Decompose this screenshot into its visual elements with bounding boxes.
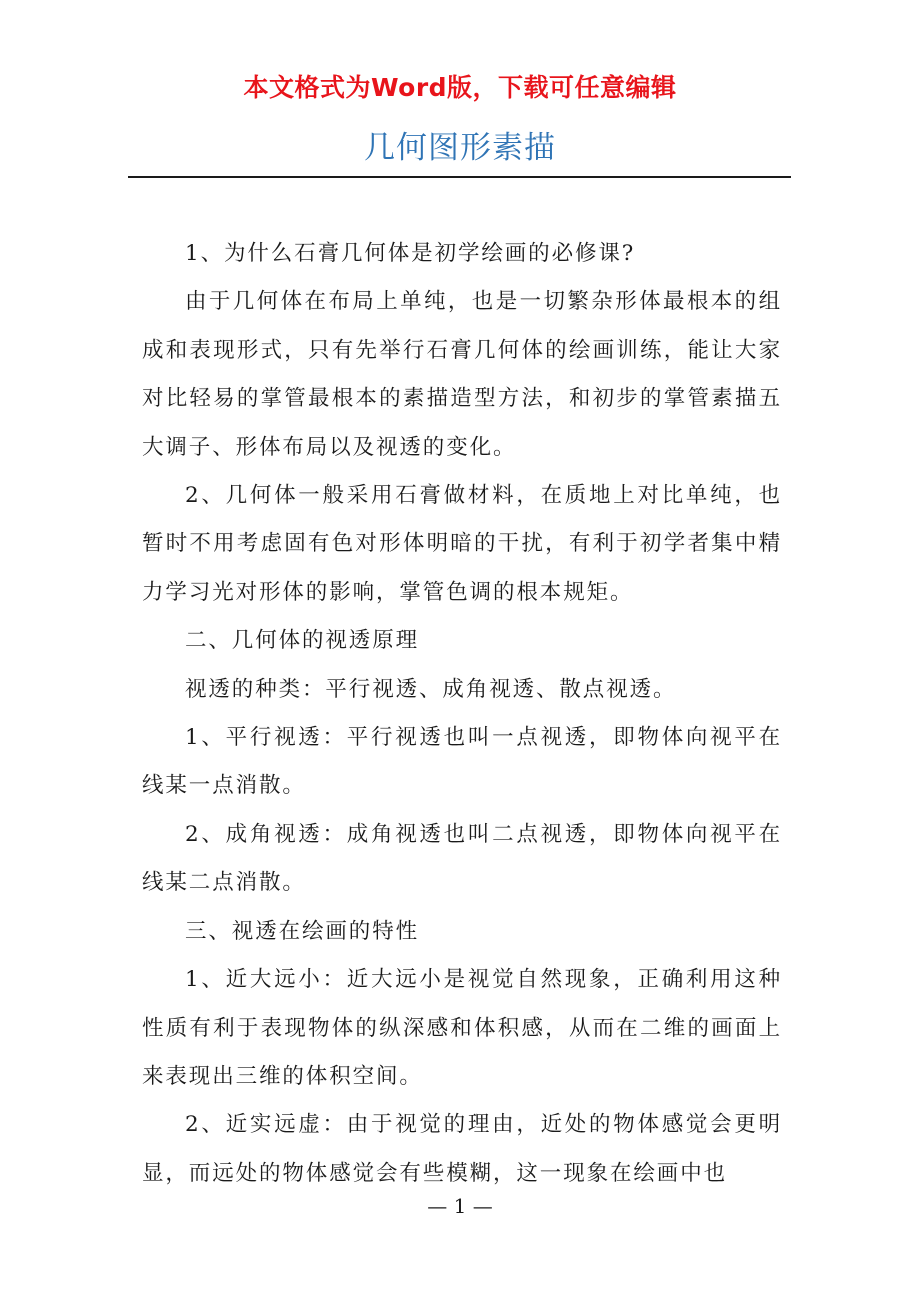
format-notice: 本文格式为Word版，下载可任意编辑 <box>243 73 677 102</box>
paragraph: 1、平行视透：平行视透也叫一点视透，即物体向视平在线某一点消散。 <box>142 725 782 799</box>
page-number: — 1 — <box>427 1194 493 1218</box>
paragraph: 由于几何体在布局上单纯，也是一切繁杂形体最根本的组成和表现形式，只有先举行石膏几何体的绘画训练，能让大家对比轻易的掌管最根本的素描造型方法，和初步的掌管素描五大调子、形体布局以及视透的变化。 <box>142 289 782 460</box>
paragraph: 2、近实远虚：由于视觉的理由，近处的物体感觉会更明显，而远处的物体感觉会有些模糊，这一现象在绘画中也 <box>142 1112 782 1186</box>
section-heading: 三、视透在绘画的特性 <box>185 918 420 944</box>
paragraph: 1、近大远小：近大远小是视觉自然现象，正确利用这种性质有利于表现物体的纵深感和体积感，从而在二维的画面上来表现出三维的体积空间。 <box>142 967 782 1089</box>
paragraph: 1、为什么石膏几何体是初学绘画的必修课? <box>185 241 636 266</box>
page-title: 几何图形素描 <box>364 130 556 166</box>
paragraph: 2、几何体一般采用石膏做材料，在质地上对比单纯，也暂时不用考虑固有色对形体明暗的干扰，有利于初学者集中精力学习光对形体的影响，掌管色调的根本规矩。 <box>142 483 782 605</box>
section-heading: 二、几何体的视透原理 <box>185 628 420 654</box>
paragraph: 视透的种类：平行视透、成角视透、散点视透。 <box>185 676 677 702</box>
title-divider <box>128 176 791 178</box>
paragraph: 2、成角视透：成角视透也叫二点视透，即物体向视平在线某二点消散。 <box>142 821 782 896</box>
document-body <box>142 230 782 1198</box>
